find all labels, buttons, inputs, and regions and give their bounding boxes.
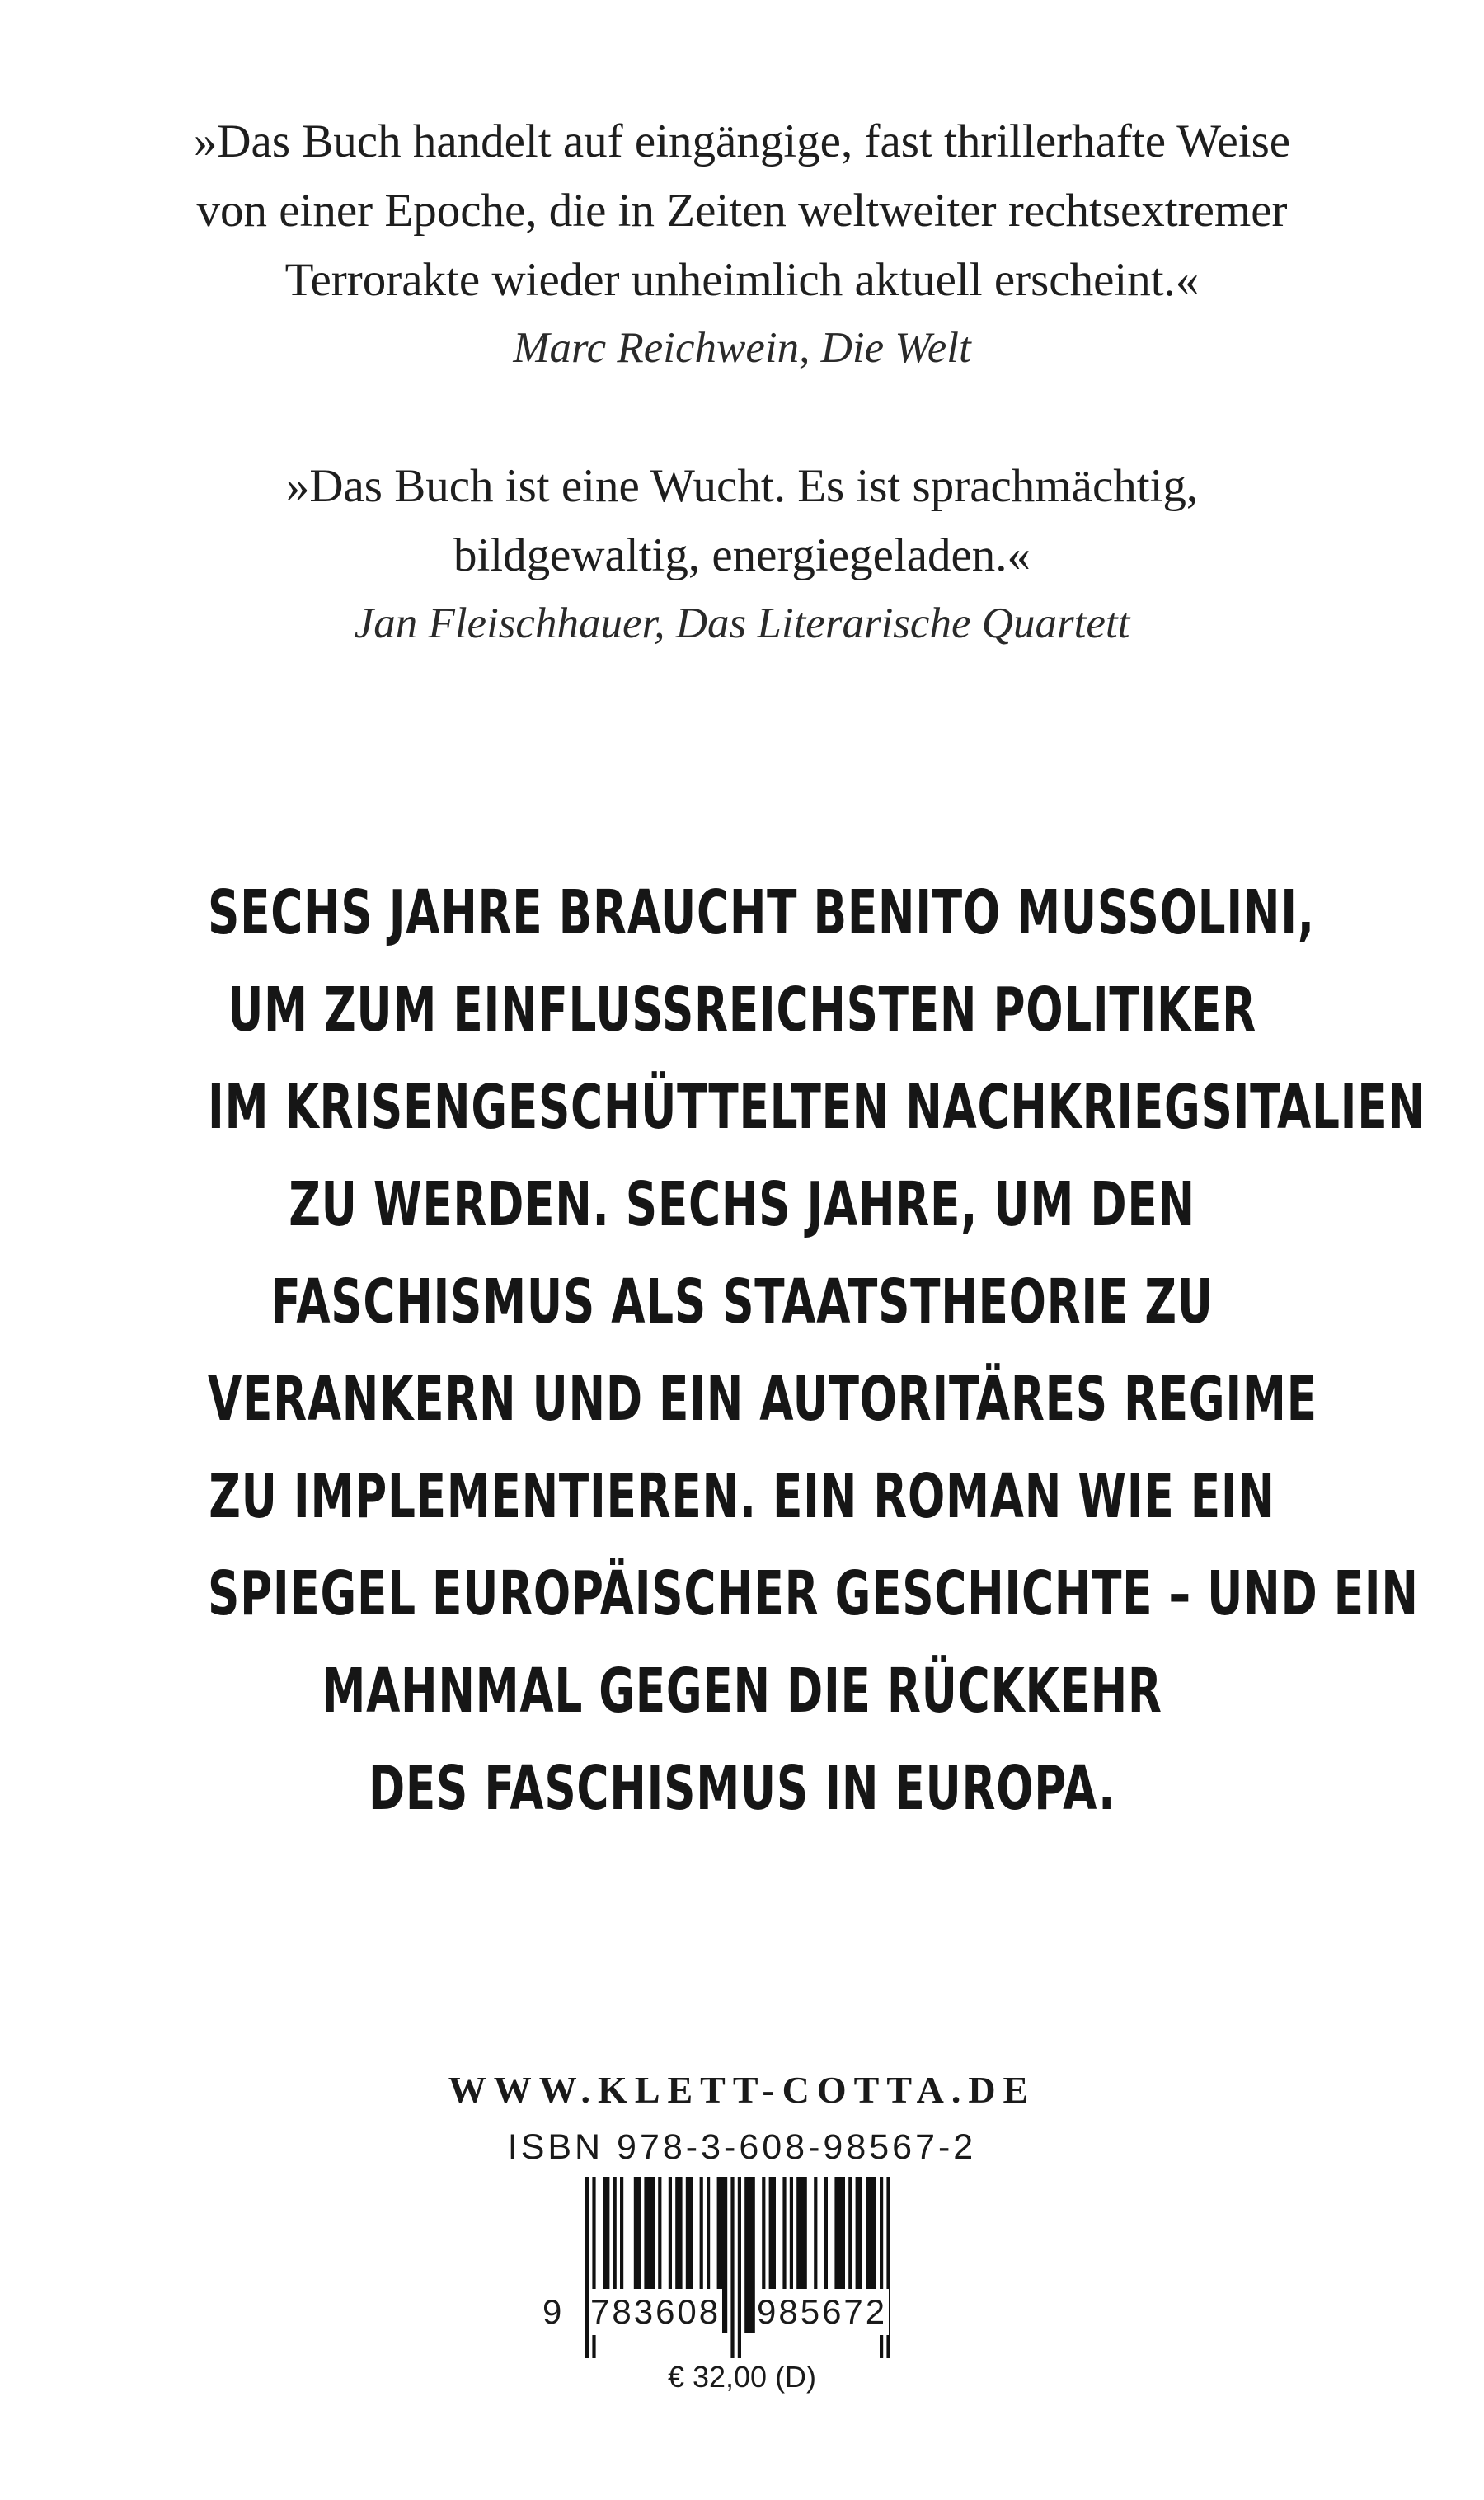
blurb-line: SPIEGEL EUROPÄISCHER GESCHICHTE – UND EIN bbox=[208, 1558, 1419, 1629]
quote-line: »Das Buch handelt auf eingängige, fast thrillerhafte Weise bbox=[193, 115, 1291, 167]
blurb-line: MAHNMAL GEGEN DIE RÜCKKEHR bbox=[322, 1656, 1162, 1727]
blurb-line: UM ZUM EINFLUSSREICHSTEN POLITIKER bbox=[228, 975, 1256, 1046]
publisher-website: WWW.KLETT-COTTA.DE bbox=[448, 2069, 1036, 2111]
isbn-number: ISBN 978-3-608-98567-2 bbox=[507, 2127, 977, 2167]
price-label: € 32,00 (D) bbox=[667, 2360, 817, 2394]
book-blurb bbox=[0, 864, 1484, 1837]
blurb-line: ZU WERDEN. SECHS JAHRE, UM DEN bbox=[289, 1169, 1195, 1240]
quote-line: »Das Buch ist eine Wucht. Es ist sprachmächtig, bbox=[285, 460, 1199, 512]
quote-line: bildgewaltig, energiegeladen.« bbox=[453, 529, 1031, 581]
blurb-line: IM KRISENGESCHÜTTELTEN NACHKRIEGSITALIEN bbox=[208, 1072, 1425, 1143]
blurb-line: VERANKERN UND EIN AUTORITÄRES REGIME bbox=[208, 1364, 1317, 1435]
quote-line: von einer Epoche, die in Zeiten weltweiter rechtsextremer bbox=[196, 185, 1288, 237]
quote-source: Marc Reichwein, Die Welt bbox=[513, 324, 971, 372]
blurb-line: ZU IMPLEMENTIEREN. EIN ROMAN WIE EIN bbox=[209, 1461, 1275, 1532]
blurb-line: DES FASCHISMUS IN EUROPA. bbox=[368, 1753, 1116, 1824]
quote-source: Jan Fleischhauer, Das Literarische Quartett bbox=[354, 599, 1130, 647]
barcode-left-group: 783608 bbox=[589, 2289, 722, 2335]
review-quote-quartett bbox=[0, 452, 1484, 656]
quote-line: Terrorakte wieder unheimlich aktuell erscheint.« bbox=[284, 254, 1200, 306]
barcode-right-group: 985672 bbox=[755, 2289, 889, 2335]
blurb-line: FASCHISMUS ALS STAATSTHEORIE ZU bbox=[270, 1266, 1214, 1337]
blurb-line: SECHS JAHRE BRAUCHT BENITO MUSSOLINI, bbox=[208, 877, 1315, 948]
review-quote-welt bbox=[0, 107, 1484, 381]
barcode-first-digit: 9 bbox=[541, 2289, 563, 2335]
barcode-digits bbox=[541, 2289, 920, 2348]
